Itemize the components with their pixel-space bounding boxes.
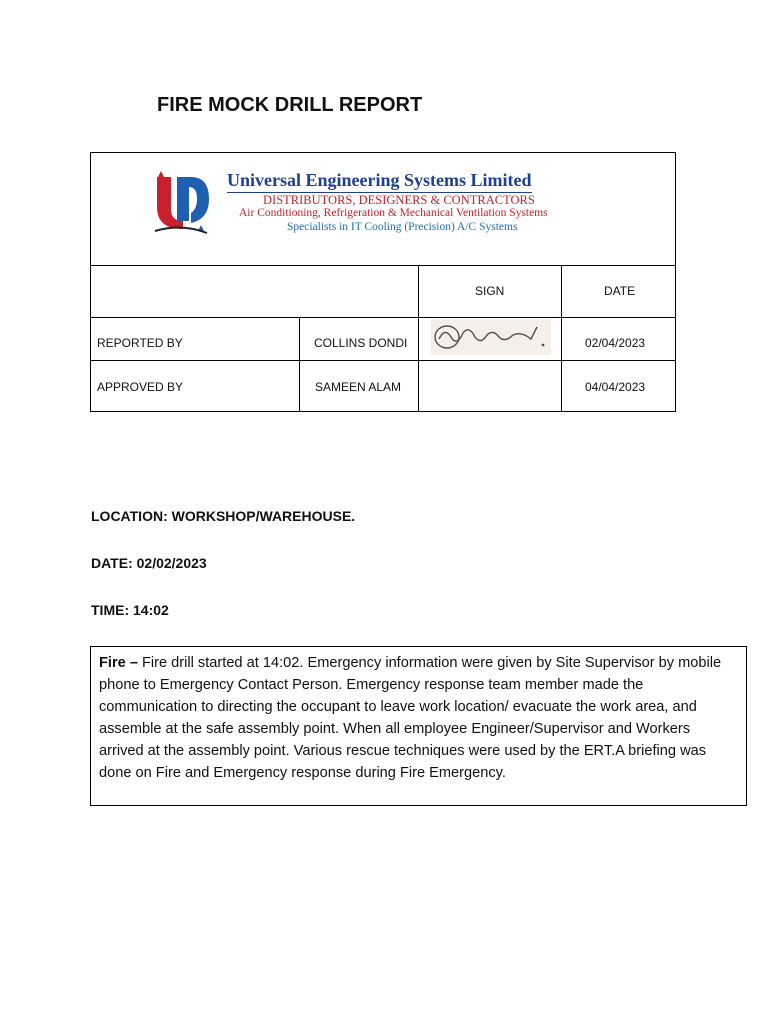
- drill-description-box: [90, 646, 747, 806]
- reported-by-name: COLLINS DONDI: [314, 336, 408, 350]
- time-field: TIME: 14:02: [91, 602, 169, 618]
- company-tagline: DISTRIBUTORS, DESIGNERS & CONTRACTORS: [263, 193, 535, 207]
- table-divider: [561, 265, 562, 411]
- approved-by-name: SAMEEN ALAM: [315, 380, 402, 394]
- table-divider: [91, 360, 675, 361]
- table-divider: [91, 265, 675, 266]
- table-divider: [418, 265, 419, 411]
- description-label: Fire –: [99, 655, 138, 671]
- signature-image: [431, 319, 551, 355]
- company-logo-block: [151, 169, 631, 239]
- company-services: Air Conditioning, Refrigeration & Mechanical Ventilation Systems: [239, 207, 548, 219]
- page-title: FIRE MOCK DRILL REPORT: [157, 94, 423, 116]
- company-specialty: Specialists in IT Cooling (Precision) A/C Systems: [287, 221, 518, 233]
- approved-date: 04/04/2023: [585, 380, 646, 394]
- sign-column-header: SIGN: [475, 284, 505, 298]
- description-text: Fire drill started at 14:02. Emergency information were given by Site Supervisor by mobile phone to Emergency Contact Person. Emergency response team member made the communication to directing the occupant to leave work location/ evacuate the work area, and assemble at the safe assembly point. When all employee Engineer/Supervisor and Workers arrived at the assembly point. Various rescue techniques were used by the ERT.A briefing was done on Fire and Emergency response during Fire Emergency.: [99, 655, 722, 781]
- date-column-header: DATE: [604, 284, 636, 298]
- company-logo-icon: [151, 169, 217, 235]
- location-field: LOCATION: WORKSHOP/WAREHOUSE.: [91, 508, 356, 524]
- report-header-table: [90, 152, 676, 412]
- approved-by-label: APPROVED BY: [97, 380, 184, 394]
- company-name: Universal Engineering Systems Limited: [227, 170, 532, 193]
- date-field: DATE: 02/02/2023: [91, 555, 207, 571]
- table-divider: [299, 317, 300, 411]
- table-divider: [91, 317, 675, 318]
- reported-date: 02/04/2023: [585, 336, 646, 350]
- reported-by-label: REPORTED BY: [97, 336, 183, 350]
